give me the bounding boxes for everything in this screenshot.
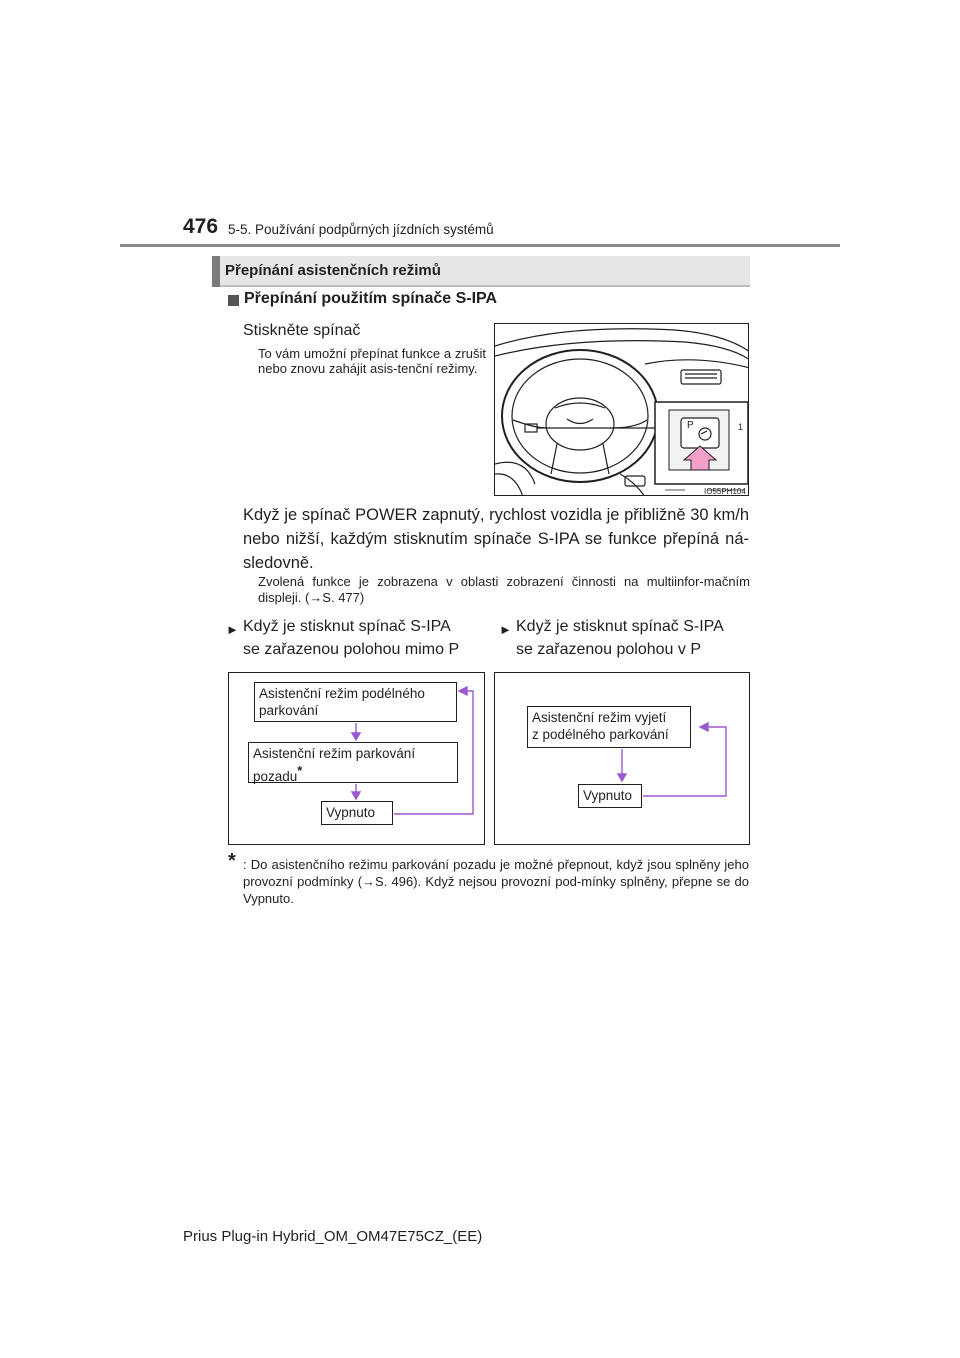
mode-label: Asistenční režim podélného <box>259 686 425 701</box>
case-right-line2: se zařazenou polohou v P <box>516 641 702 658</box>
flow-arrows-left <box>229 673 486 846</box>
triangle-bullet-icon: ► <box>499 622 512 637</box>
page-number: 476 <box>183 215 219 238</box>
triangle-bullet-icon: ► <box>226 622 239 637</box>
case-left-label <box>243 615 459 661</box>
body-note: Zvolená funkce je zobrazena v oblasti zobrazení činnosti na multiinfor-mačním displeji. (→S. 477) <box>258 574 750 605</box>
footnote-text: : Do asistenčního režimu parkování pozadu je možné přepnout, když jsou splněny jeho provozní podmínky (→S. 496). Když nejsou provozní pod-mínky splněny, přepne se do Vypnuto. <box>243 857 749 906</box>
header-divider <box>120 244 840 247</box>
case-left-line1: Když je stisknut spínač S-IPA <box>243 618 451 635</box>
mode-label: z podélného parkování <box>532 727 669 742</box>
mode-label: parkování <box>259 703 319 718</box>
mode-label: Asistenční režim parkování <box>253 746 416 761</box>
footnote-star: * <box>228 850 236 872</box>
mode-label: Vypnuto <box>326 805 376 820</box>
mode-label: Asistenční režim vyjetí <box>532 710 667 725</box>
square-bullet-icon <box>228 295 239 306</box>
steering-wheel-drawing <box>495 324 749 496</box>
figure-code: IO55PH104 <box>704 487 746 496</box>
section-breadcrumb: 5-5. Používání podpůrných jízdních systémů <box>228 222 494 237</box>
section-title: Přepínání asistenčních režimů <box>225 262 441 279</box>
step-label: Stiskněte spínač <box>243 322 361 339</box>
case-left-line2: se zařazenou polohou mimo P <box>243 641 460 658</box>
page-footer: Prius Plug-in Hybrid_OM_OM47E75CZ_(EE) <box>183 1228 483 1245</box>
case-right-line1: Když je stisknut spínač S-IPA <box>516 618 724 635</box>
mode-diagram-left <box>228 672 485 845</box>
mode-label: pozadu <box>253 769 298 784</box>
flow-arrows-right <box>495 673 751 846</box>
sub-heading: Přepínání použitím spínače S-IPA <box>244 290 498 307</box>
footnote-mark: * <box>297 763 303 778</box>
svg-text:1: 1 <box>738 422 744 432</box>
dashboard-illustration <box>494 323 749 496</box>
case-right-label <box>516 615 724 661</box>
step-note: To vám umožní přepínat funkce a zrušit nebo znovu zahájit asis-tenční režimy. <box>258 346 486 376</box>
switch-letter: P <box>687 420 694 431</box>
mode-label: Vypnuto <box>583 788 633 803</box>
mode-diagram-right <box>494 672 750 845</box>
body-paragraph: Když je spínač POWER zapnutý, rychlost vozidla je přibližně 30 km/h nebo nižší, každým stisknutím spínače S-IPA se funkce přepíná ná-sledovně. <box>243 506 749 572</box>
section-bar-marker <box>212 256 220 287</box>
